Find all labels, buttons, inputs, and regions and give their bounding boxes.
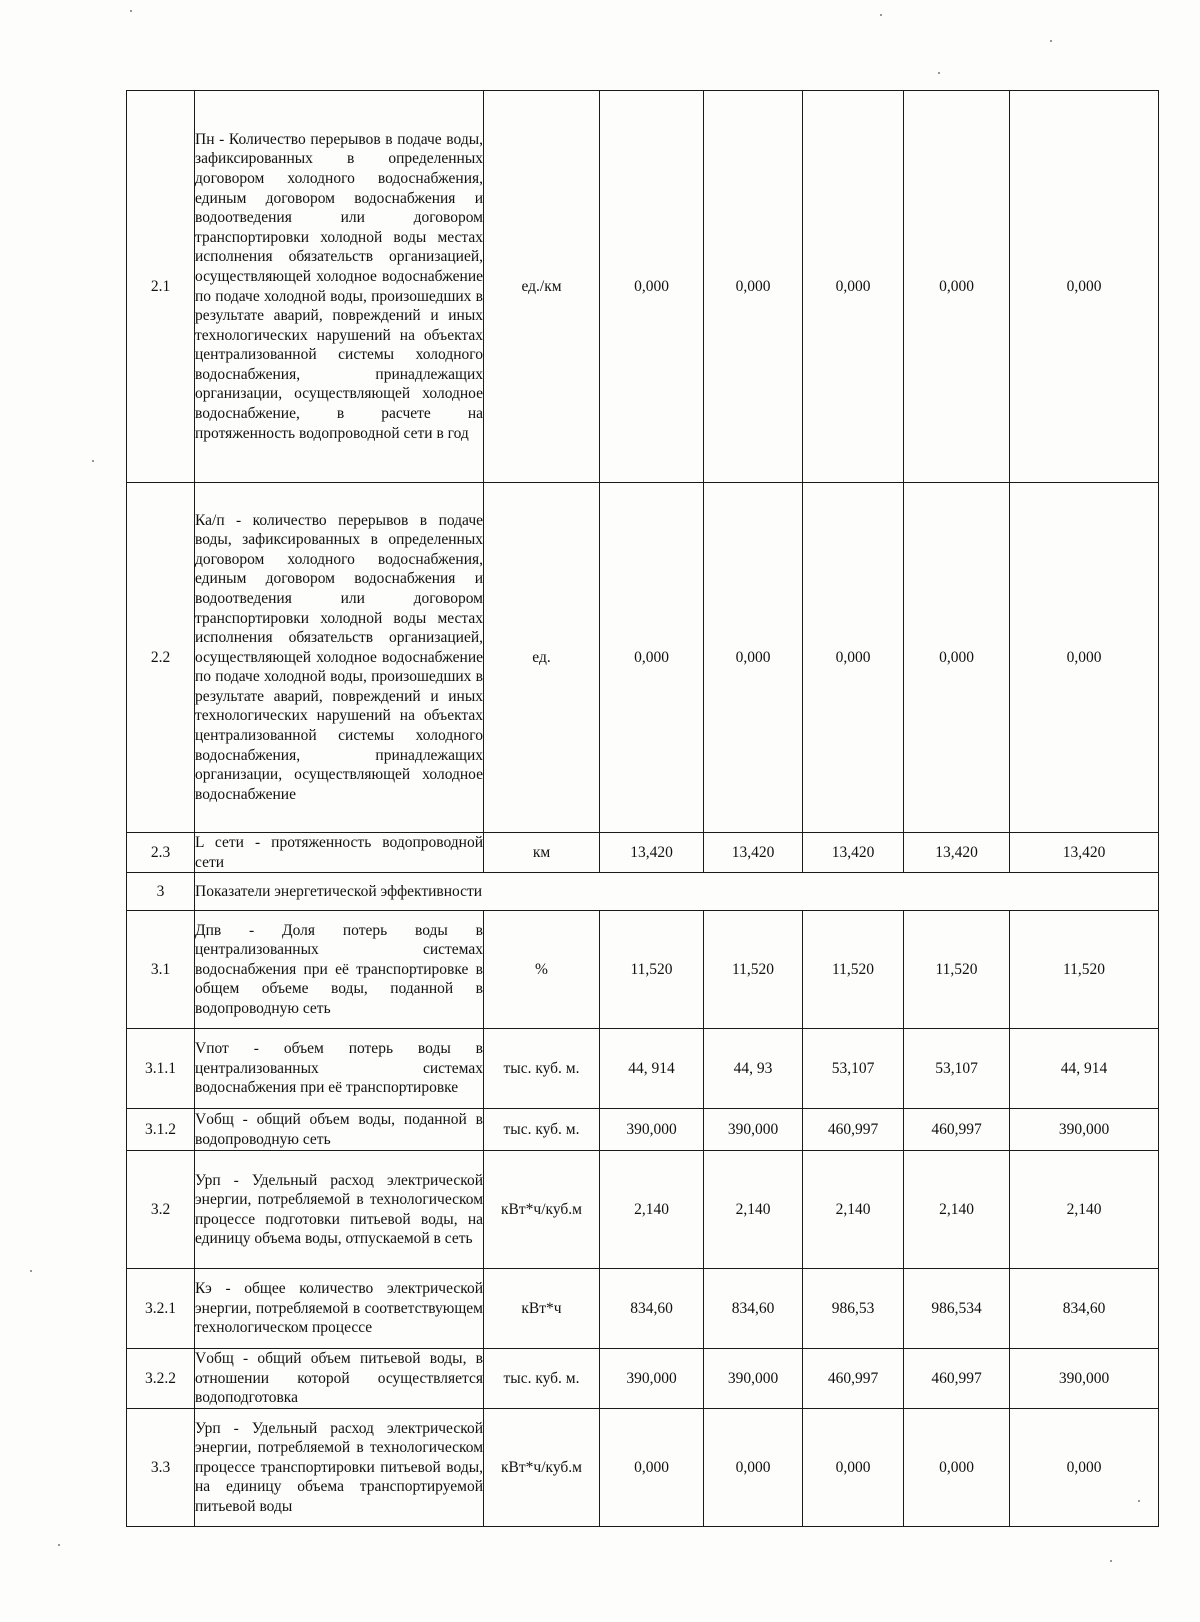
table-row: [127, 1029, 1159, 1109]
value-cell: 2,140: [803, 1151, 904, 1269]
value-cell: 53,107: [803, 1029, 904, 1109]
value-cell: 390,000: [600, 1109, 704, 1151]
section-title: Показатели энергетической эффективности: [195, 873, 1159, 911]
value-cell: 11,520: [1010, 911, 1159, 1029]
value-cell: 13,420: [803, 833, 904, 873]
value-cell: 2,140: [1010, 1151, 1159, 1269]
value-cell: 390,000: [600, 1349, 704, 1409]
table-row: [127, 1409, 1159, 1527]
table-row: [127, 483, 1159, 833]
indicator-description: Vобщ - общий объем питьевой воды, в отношении которой осуществляется водоподготовка: [195, 1349, 484, 1409]
unit-cell: %: [484, 911, 600, 1029]
table-row: [127, 1269, 1159, 1349]
unit-cell: тыс. куб. м.: [484, 1029, 600, 1109]
value-cell: 0,000: [600, 483, 704, 833]
value-cell: 2,140: [704, 1151, 803, 1269]
value-cell: 460,997: [904, 1349, 1010, 1409]
scan-speck: [1050, 40, 1052, 42]
indicator-description: Урп - Удельный расход электрической энергии, потребляемой в технологическом процессе транспортировки питьевой воды, на единицу объема транспортируемой питьевой воды: [195, 1409, 484, 1527]
section-row: [127, 873, 1159, 911]
value-cell: 0,000: [704, 1409, 803, 1527]
unit-cell: тыс. куб. м.: [484, 1109, 600, 1151]
value-cell: 0,000: [704, 483, 803, 833]
value-cell: 390,000: [1010, 1109, 1159, 1151]
value-cell: 0,000: [904, 483, 1010, 833]
value-cell: 834,60: [704, 1269, 803, 1349]
scan-speck: [938, 72, 940, 74]
value-cell: 986,534: [904, 1269, 1010, 1349]
value-cell: 0,000: [704, 91, 803, 483]
table-row: [127, 911, 1159, 1029]
value-cell: 0,000: [1010, 483, 1159, 833]
indicator-description: Ка/п - количество перерывов в подаче воды, зафиксированных в определенных договором холодного водоснабжения, единым договором водоснабжения и водоотведения или договором транспортировки холодной воды местах исполнения обязательств организацией, осуществляющей холодное водоснабжение по подаче холодной воды, произошедших в результате аварий, повреждений и иных технологических нарушений на объектах централизованной системы холодного водоснабжения, принадлежащих организации, осуществляющей холодное водоснабжение: [195, 483, 484, 833]
value-cell: 390,000: [1010, 1349, 1159, 1409]
indicator-description: Vобщ - общий объем воды, поданной в водопроводную сеть: [195, 1109, 484, 1151]
table-row: [127, 833, 1159, 873]
unit-cell: км: [484, 833, 600, 873]
value-cell: 460,997: [803, 1349, 904, 1409]
value-cell: 13,420: [704, 833, 803, 873]
value-cell: 2,140: [904, 1151, 1010, 1269]
scan-speck: [30, 1270, 32, 1272]
section-number: 3: [127, 873, 195, 911]
row-number: 3.2: [127, 1151, 195, 1269]
scan-speck: [92, 460, 94, 462]
row-number: 3.1.2: [127, 1109, 195, 1151]
row-number: 3.2.1: [127, 1269, 195, 1349]
value-cell: 834,60: [600, 1269, 704, 1349]
row-number: 2.2: [127, 483, 195, 833]
value-cell: 13,420: [1010, 833, 1159, 873]
value-cell: 2,140: [600, 1151, 704, 1269]
unit-cell: ед./км: [484, 91, 600, 483]
indicator-description: Пн - Количество перерывов в подаче воды, зафиксированных в определенных договором холодного водоснабжения, единым договором водоснабжения и водоотведения или договором транспортировки холодной воды местах исполнения обязательств организацией, осуществляющей холодное водоснабжение по подаче холодной воды, произошедших в результате аварий, повреждений и иных технологических нарушений на объектах централизованной системы холодного водоснабжения, принадлежащих организации, осуществляющей холодное водоснабжение, в расчете на протяженность водопроводной сети в год: [195, 91, 484, 483]
unit-cell: ед.: [484, 483, 600, 833]
indicator-description: Vпот - объем потерь воды в централизованных системах водоснабжения при её транспортировке: [195, 1029, 484, 1109]
unit-cell: тыс. куб. м.: [484, 1349, 600, 1409]
value-cell: 11,520: [600, 911, 704, 1029]
table-row: [127, 91, 1159, 483]
row-number: 2.1: [127, 91, 195, 483]
indicator-description: L сети - протяженность водопроводной сети: [195, 833, 484, 873]
value-cell: 0,000: [803, 91, 904, 483]
indicators-table: [126, 90, 1159, 1527]
value-cell: 0,000: [1010, 91, 1159, 483]
value-cell: 13,420: [904, 833, 1010, 873]
value-cell: 460,997: [904, 1109, 1010, 1151]
value-cell: 53,107: [904, 1029, 1010, 1109]
scan-speck: [1138, 1500, 1140, 1502]
value-cell: 0,000: [904, 1409, 1010, 1527]
value-cell: 11,520: [904, 911, 1010, 1029]
value-cell: 44, 93: [704, 1029, 803, 1109]
indicator-description: Урп - Удельный расход электрической энергии, потребляемой в технологическом процессе подготовки питьевой воды, на единицу объема воды, отпускаемой в сеть: [195, 1151, 484, 1269]
value-cell: 13,420: [600, 833, 704, 873]
unit-cell: кВт*ч/куб.м: [484, 1151, 600, 1269]
row-number: 3.3: [127, 1409, 195, 1527]
value-cell: 44, 914: [1010, 1029, 1159, 1109]
row-number: 3.1: [127, 911, 195, 1029]
unit-cell: кВт*ч: [484, 1269, 600, 1349]
scan-speck: [880, 14, 882, 16]
indicator-description: Кэ - общее количество электрической энергии, потребляемой в соответствующем технологическом процессе: [195, 1269, 484, 1349]
value-cell: 390,000: [704, 1109, 803, 1151]
row-number: 2.3: [127, 833, 195, 873]
row-number: 3.1.1: [127, 1029, 195, 1109]
table-row: [127, 1151, 1159, 1269]
value-cell: 11,520: [704, 911, 803, 1029]
row-number: 3.2.2: [127, 1349, 195, 1409]
value-cell: 0,000: [600, 1409, 704, 1527]
scan-speck: [1110, 1560, 1112, 1562]
value-cell: 11,520: [803, 911, 904, 1029]
value-cell: 986,53: [803, 1269, 904, 1349]
value-cell: 0,000: [803, 1409, 904, 1527]
table-row: [127, 1349, 1159, 1409]
value-cell: 390,000: [704, 1349, 803, 1409]
scan-speck: [130, 10, 132, 12]
value-cell: 0,000: [803, 483, 904, 833]
value-cell: 44, 914: [600, 1029, 704, 1109]
value-cell: 0,000: [904, 91, 1010, 483]
unit-cell: кВт*ч/куб.м: [484, 1409, 600, 1527]
value-cell: 834,60: [1010, 1269, 1159, 1349]
indicator-description: Дпв - Доля потерь воды в централизованных системах водоснабжения при её транспортировке в общем объеме воды, поданной в водопроводную сеть: [195, 911, 484, 1029]
value-cell: 0,000: [1010, 1409, 1159, 1527]
scan-speck: [58, 1544, 60, 1546]
value-cell: 460,997: [803, 1109, 904, 1151]
value-cell: 0,000: [600, 91, 704, 483]
table-row: [127, 1109, 1159, 1151]
